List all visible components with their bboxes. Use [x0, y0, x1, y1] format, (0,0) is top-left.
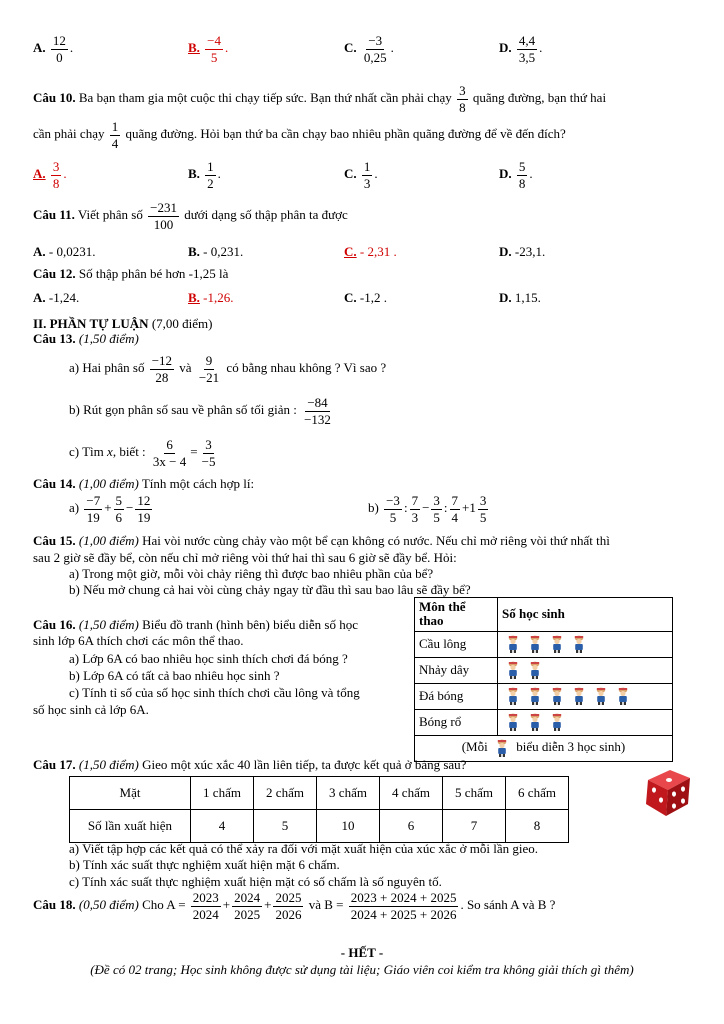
q17-row2-label: Số lần xuất hiện — [70, 810, 191, 843]
student-icon — [524, 661, 546, 676]
q17-count-cell: 8 — [506, 810, 569, 843]
q9-option-a: A. $\frac{12}{0}$ . — [33, 33, 74, 65]
q10-option-a: A. $\frac{3}{8}$ . — [33, 159, 67, 191]
q14-part-a: a) $\frac{-7}{19}$ + $\frac{5}{6}$ − $\frac{12}{19}$ — [69, 493, 151, 525]
student-icon — [568, 687, 590, 702]
part2-heading: II. PHẦN TỰ LUẬN (7,00 điểm) — [33, 316, 213, 331]
q17-part-c: c) Tính xác suất thực nghiệm xuất hiện mặt có số chấm là số nguyên tố. — [69, 874, 442, 889]
q18-stem: Câu 18. (0,50 điểm) Cho A = $\frac{2023}{2024}$ + $\frac{2024}{2025}$ + $\frac{2025}{2026}$ và B = $\frac{2023 + 2024 + 2025}{2024 + 2025 + 2026}$ . So sánh A và B ? — [33, 890, 556, 922]
q16-header-count: Số học sinh — [498, 598, 673, 632]
q14-part-b: b) $\frac{-3}{5}$ : $\frac{7}{3}$ − $\frac{3}{5}$ : $\frac{7}{4}$ +1 $\frac{3}{5}$ — [368, 493, 487, 525]
q16-picture-chart — [414, 597, 673, 762]
q11-option-c: C. - 2,31 . — [344, 244, 397, 259]
q15-part-a: a) Trong một giờ, mỗi vòi chảy riêng thì được bao nhiêu phần của bể? — [69, 566, 434, 581]
q16-part-b: b) Lớp 6A có tất cả bao nhiêu học sinh ? — [69, 668, 280, 683]
q16-row-sport: Đá bóng — [415, 683, 498, 709]
q16-stem-line1: Câu 16. (1,50 điểm) Biểu đồ tranh (hình bên) biểu diễn số học — [33, 617, 358, 632]
q16-row-icons — [498, 657, 673, 683]
q14-heading: Câu 14. (1,00 điểm) Tính một cách hợp lí: — [33, 476, 255, 491]
q11-stem: Câu 11. Viết phân số $\frac{-231}{100}$ dưới dạng số thập phân ta được — [33, 200, 348, 232]
q15-part-b: b) Nếu mở chung cả hai vòi cùng chảy ngay từ đầu thì sau bao lâu sẽ đầy bể? — [69, 582, 471, 597]
q16-part-a: a) Lớp 6A có bao nhiêu học sinh thích chơi đá bóng ? — [69, 651, 348, 666]
q16-header-sport: Môn thể thao — [415, 598, 498, 632]
q16-row-icons — [498, 709, 673, 735]
q12-option-d: D. 1,15. — [499, 290, 541, 305]
student-icon — [502, 687, 524, 702]
student-icon — [546, 687, 568, 702]
q17-face-cell: 4 chấm — [380, 777, 443, 810]
q12-stem: Câu 12. Số thập phân bé hơn -1,25 là — [33, 266, 229, 281]
q11-option-a: A. - 0,0231. — [33, 244, 96, 259]
q11-option-d: D. -23,1. — [499, 244, 546, 259]
q17-count-cell: 4 — [191, 810, 254, 843]
end-marker: - HẾT - — [340, 945, 384, 960]
q10-option-b: B. $\frac{1}{2}$ . — [188, 159, 221, 191]
student-icon — [491, 739, 513, 754]
q17-stem: Câu 17. (1,50 điểm) Gieo một xúc xắc 40 lần liên tiếp, ta được kết quả ở bảng sau? — [33, 757, 467, 772]
q17-count-cell: 7 — [443, 810, 506, 843]
q10-stem-line2: cần phải chạy $\frac{1}{4}$ quãng đường. Hỏi bạn thứ ba cần chạy bao nhiêu phần quãng đường để về đến đích? — [33, 119, 566, 151]
q12-option-b: B. -1,26. — [188, 290, 234, 305]
q9-option-b: B. $\frac{-4}{5}$ . — [188, 33, 229, 65]
student-icon — [546, 713, 568, 728]
q17-face-cell: 1 chấm — [191, 777, 254, 810]
student-icon — [568, 635, 590, 650]
q12-option-c: C. -1,2 . — [344, 290, 387, 305]
q13-part-a: a) Hai phân số $\frac{-12}{28}$ và $\frac{9}{-21}$ có bằng nhau không ? Vì sao ? — [69, 353, 387, 385]
student-icon — [612, 687, 634, 702]
q9-option-d: D. $\frac{4,4}{3,5}$ . — [499, 33, 543, 65]
q16-row-sport: Cầu lông — [415, 631, 498, 657]
q17-face-cell: 3 chấm — [317, 777, 380, 810]
q16-part-c-line2: số học sinh cả lớp 6A. — [33, 702, 149, 717]
q16-part-c-line1: c) Tính tỉ số của số học sinh thích chơi cầu lông và tổng — [69, 685, 360, 700]
q10-option-c: C. $\frac{1}{3}$ . — [344, 159, 378, 191]
q17-results-table — [69, 776, 569, 843]
q16-row-sport: Bóng rổ — [415, 709, 498, 735]
q17-part-b: b) Tính xác suất thực nghiệm xuất hiện mặt 6 chấm. — [69, 857, 340, 872]
q17-count-cell: 5 — [254, 810, 317, 843]
q13-part-b: b) Rút gọn phân số sau về phân số tối giản : $\frac{-84}{-132}$ — [69, 395, 331, 427]
q9-option-c: C. $\frac{-3}{0,25}$ . — [344, 33, 394, 65]
student-icon — [502, 713, 524, 728]
q17-part-a: a) Viết tập hợp các kết quả có thể xảy ra đối với mặt xuất hiện của xúc xắc ở mỗi lần gieo. — [69, 841, 539, 856]
q17-count-cell: 10 — [317, 810, 380, 843]
q17-row1-label: Mặt — [70, 777, 191, 810]
q13-heading: Câu 13. (1,50 điểm) — [33, 331, 139, 346]
q16-row-icons — [498, 683, 673, 709]
q16-stem-line2: sinh lớp 6A thích chơi các môn thể thao. — [33, 633, 244, 648]
student-icon — [590, 687, 612, 702]
q17-face-cell: 6 chấm — [506, 777, 569, 810]
student-icon — [524, 635, 546, 650]
q16-row-icons — [498, 631, 673, 657]
q11-option-b: B. - 0,231. — [188, 244, 244, 259]
q12-option-a: A. -1,24. — [33, 290, 80, 305]
dice-icon — [640, 764, 696, 820]
student-icon — [502, 635, 524, 650]
student-icon — [546, 635, 568, 650]
q10-stem-line1: Câu 10. Ba bạn tham gia một cuộc thi chạy tiếp sức. Bạn thứ nhất cần phải chạy $\frac{3}{8}$ quãng đường, bạn thứ hai — [33, 83, 607, 115]
student-icon — [524, 713, 546, 728]
student-icon — [524, 687, 546, 702]
q17-count-cell: 6 — [380, 810, 443, 843]
q16-legend: (Mỗi biểu diễn 3 học sinh) — [415, 735, 673, 761]
student-icon — [502, 661, 524, 676]
q10-option-d: D. $\frac{5}{8}$ . — [499, 159, 533, 191]
q13-part-c: c) Tìm x, biết : $\frac{6}{3x - 4}$ = $\frac{3}{-5}$ — [69, 437, 216, 469]
q15-stem-line1: Câu 15. (1,00 điểm) Hai vòi nước cùng chảy vào một bể cạn không có nước. Nếu chỉ mở riêng vòi thứ nhất thì — [33, 533, 610, 548]
q15-stem-line2: sau 2 giờ sẽ đầy bể, còn nếu chỉ mở riêng vòi thứ hai thì sau 6 giờ sẽ đầy bể. Hỏi: — [33, 550, 457, 565]
footnote: (Đề có 02 trang; Học sinh không được sử dụng tài liệu; Giáo viên coi kiểm tra không giải thích gì thêm) — [90, 962, 634, 977]
q17-face-cell: 2 chấm — [254, 777, 317, 810]
q17-face-cell: 5 chấm — [443, 777, 506, 810]
q16-row-sport: Nhảy dây — [415, 657, 498, 683]
